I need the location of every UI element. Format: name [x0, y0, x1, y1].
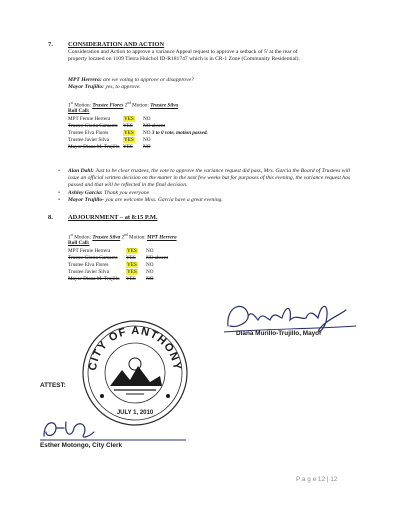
roll-yes: YES [127, 262, 137, 268]
motion-1-sup: st [70, 233, 73, 237]
item-7-roll-call-label: Roll Call: [68, 108, 90, 114]
roll-name: MPT Fernie Herrera [68, 116, 111, 122]
bullet-icon: • [58, 189, 60, 196]
bullet-icon: • [58, 168, 60, 174]
roll-row [68, 248, 168, 255]
attest-label: ATTEST: [40, 382, 66, 389]
roll-yes: YES [124, 137, 134, 143]
item-7-description-line-1: Consideration and Action to approve a variance Appeal request to approve a setback of 5' at the rear of [68, 49, 298, 55]
statement: Just to be clear trustees, the vote to approve the variance request did pass, Mrs. Garcia the Board of Trustees will issue an official written decision on the matter in the next few weeks but for purposes of this evening, the variance request has passed and that will be reflected in the final decision. [68, 168, 351, 189]
speaker: Ashley Garcia: [68, 189, 103, 196]
roll-row [68, 276, 168, 283]
speaker: Mayor Trujillo- [68, 196, 104, 203]
mayor-name: Diana Murillo-Trujillo, Mayor [236, 330, 322, 337]
roll-name: MPT Fernie Herrera [68, 248, 111, 254]
roll-row [68, 137, 208, 144]
roll-yes: YES [124, 130, 134, 136]
roll-row [68, 130, 208, 137]
roll-no: NO [143, 137, 151, 143]
roll-name: Trustee Elva Flores [68, 130, 109, 136]
roll-row [68, 255, 168, 262]
roll-yes: YES [127, 269, 137, 275]
page-footer [296, 476, 337, 483]
exchange-2 [68, 84, 141, 91]
seal-date: JULY 1, 2010 [116, 410, 154, 416]
roll-row [68, 123, 208, 130]
roll-no: NO absent [143, 123, 166, 129]
statement: you are welcome Miss. Garcia have a great evening. [104, 196, 223, 203]
seal-top-text: CITY OF ANTHONY [86, 324, 184, 372]
roll-yes: YES [126, 255, 136, 261]
item-7-discussion-list [58, 168, 358, 204]
roll-no: NO [146, 276, 154, 282]
item-7-description [68, 49, 368, 64]
item-8-title: ADJOURNMENT – at 8:15 P.M. [68, 214, 158, 221]
motion-1-sup: st [70, 101, 73, 105]
roll-name: Trustee Gloria Gamarro [68, 255, 118, 261]
roll-no: NO absent [146, 255, 169, 261]
speaker: Alan Dahl: [68, 168, 94, 174]
roll-name: Trustee Gloria Gamarro [68, 123, 118, 129]
clerk-name: Esther Motongo, City Clerk [40, 442, 123, 449]
item-7-number: 7. [48, 41, 53, 48]
roll-name: Mayor Diana M. Trujillo [68, 144, 120, 150]
roll-no: NO [146, 248, 154, 254]
item-8-number: 8. [48, 214, 53, 221]
motion-2-label: Motion: [127, 234, 148, 241]
roll-no: NO [146, 269, 154, 275]
motion-2-name: MPT Herrera [147, 234, 177, 241]
roll-no: NO [146, 262, 154, 268]
motion-1-ordinal: 1 [68, 102, 71, 109]
item-8-roll-call-table [68, 248, 168, 283]
motion-2-sup: nd [127, 101, 131, 105]
roll-name: Trustee Javier Silva [68, 137, 110, 143]
motion-2-label: Motion: [130, 102, 151, 109]
roll-row [68, 269, 168, 276]
motion-1-label: Motion: [73, 234, 93, 241]
item-8-roll-call-label: Roll Call: [68, 240, 90, 246]
motion-1-ordinal: 1 [68, 234, 71, 241]
roll-yes: YES [124, 116, 134, 122]
roll-row [68, 262, 168, 269]
bullet-icon: • [58, 196, 60, 203]
page-number: 12 | 12 [317, 476, 338, 483]
roll-no: NO [143, 116, 151, 122]
roll-yes: YES [127, 248, 137, 254]
roll-yes: YES [126, 276, 136, 282]
list-item [58, 197, 358, 204]
roll-row [68, 116, 208, 123]
motion-2-ordinal: 2 [123, 102, 128, 109]
clerk-signature [38, 414, 188, 444]
roll-vote-note: 3 to 0 vote, motion passed. [151, 130, 208, 136]
motion-2-name: Trustee Silva [150, 102, 179, 109]
roll-yes: YES [123, 123, 133, 129]
roll-no: NO [143, 144, 151, 150]
roll-yes: YES [123, 144, 133, 150]
item-7-title: CONSIDERATION AND ACTION [68, 41, 165, 48]
motion-2-sup: nd [124, 233, 128, 237]
motion-1-name: Trustee Silva [92, 234, 121, 241]
city-seal [80, 318, 190, 428]
roll-row [68, 144, 208, 151]
speaker-mayor-trujillo: Mayor Trujillo: [68, 84, 104, 90]
motion-1-label: Motion: [73, 102, 93, 109]
speaker-mpt-herrera: MPT Herrera: [68, 77, 102, 83]
item-7-description-line-2: property located on 1109 Tierra Huichol ID-R181747 which is in CR-1 Zone (Community Residential). [68, 56, 300, 63]
exchange-1-text: are we voting to approve or disapprove? [101, 77, 194, 83]
roll-name: Mayor Diana M. Trujillo [68, 276, 120, 282]
exchange-2-text: yes, to approve. [104, 84, 141, 90]
roll-name: Trustee Elva Flores [68, 262, 109, 268]
item-7-roll-call-table [68, 116, 208, 151]
motion-2-ordinal: 2 [120, 234, 125, 241]
page-label: P a g e [296, 476, 317, 483]
roll-name: Trustee Javier Silva [68, 269, 110, 275]
motion-1-name: Trustee Flores [92, 102, 124, 109]
roll-no: NO [143, 130, 151, 136]
list-item [58, 190, 358, 197]
statement: Thank you everyone [102, 189, 150, 196]
list-item [58, 168, 358, 190]
